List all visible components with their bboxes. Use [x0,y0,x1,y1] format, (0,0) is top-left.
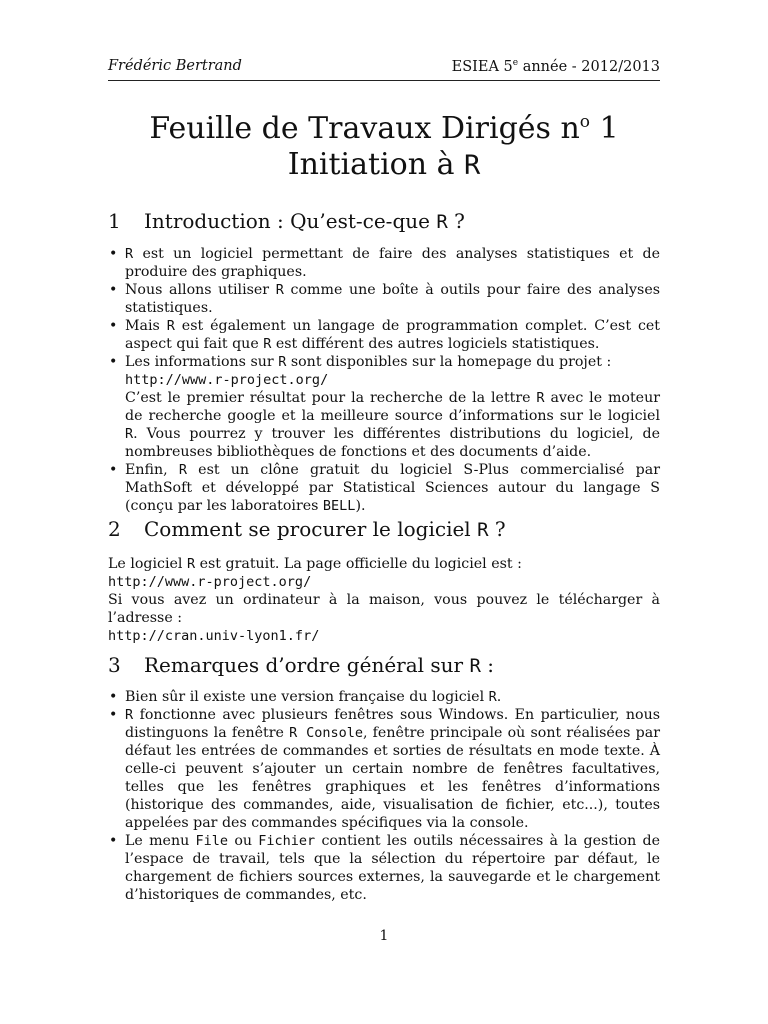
header-rule [108,80,660,81]
section-3-title: 3 Remarques d’ordre général sur R : [108,653,495,677]
section-1-list [108,245,660,515]
list-item: • Bien sûr il existe une version française du logiciel R. [109,689,502,705]
document-title [108,104,660,184]
list-item: • R est un logiciel permettant de faire des analyses statistiques et de produire des graphiques. [109,246,660,280]
list-item: • Les informations sur R sont disponibles sur la homepage du projet : http://www.r-project.org/ C’est le premier résultat pour la recherche de la lettre R avec le moteur de recherche google et la meilleure source d’informations sur le logiciel R. Vous pourrez y trouver les différentes distributions du logiciel, de nombreuses bibliothèques de fonctions et des documents d’aide. [109,354,660,460]
list-item: • R fonctionne avec plusieurs fenêtres sous Windows. En particulier, nous distinguons la fenêtre R Console, fenêtre principale où sont réalisées par défaut les entrées de commandes et sorties de résultats en mode texte. À celle-ci peuvent s’ajouter un certain nombre de fenêtres facultatives, telles que les fenêtres graphiques et les fenêtres d’informations (historique des commandes, aide, visualisation de fichier, etc...), toutes appelées par des commandes spécifiques via la console. [109,707,660,831]
header-course: ESIEA 5e année - 2012/2013 [451,58,660,75]
list-item: • Nous allons utiliser R comme une boîte à outils pour faire des analyses statistiques. [109,282,660,316]
list-item: • Enfin, R est un clône gratuit du logiciel S-Plus commercialisé par MathSoft et développé par Statistical Sciences autour du langage S (conçu par les laboratoires BELL). [109,462,660,514]
bullet-icon: • [109,833,118,849]
list-item: • Le menu File ou Fichier contient les outils nécessaires à la gestion de l’espace de travail, tels que la sélection du répertoire par défaut, le chargement de fichiers sources externes, la sauvegarde et le chargement d’historiques de commandes, etc. [109,833,660,903]
list-item: • Mais R est également un langage de programmation complet. C’est cet aspect qui fait que R est différent des autres logiciels statistiques. [109,318,660,352]
header-author: Frédéric Bertrand [108,58,242,74]
section-3-list [108,688,660,904]
title-line-2: Initiation à R [287,147,481,182]
official-page-link[interactable]: http://www.r-project.org/ [108,574,312,590]
project-url-link[interactable]: http://www.r-project.org/ [125,372,329,388]
bullet-icon: • [109,689,118,705]
bullet-icon: • [109,354,118,370]
bullet-icon: • [109,707,118,723]
bullet-icon: • [109,462,118,478]
section-2-title: 2 Comment se procurer le logiciel R ? [108,517,506,541]
bullet-icon: • [109,282,118,298]
page-number: 1 [379,928,389,944]
cran-mirror-link[interactable]: http://cran.univ-lyon1.fr/ [108,628,320,644]
title-line-1: Feuille de Travaux Dirigés $n^o$ 1 [149,111,619,146]
running-header [108,58,660,76]
section-1-title: 1 Introduction : Qu’est-ce-que R ? [108,209,465,233]
section-2-paragraph: Le logiciel R est gratuit. La page officielle du logiciel est : http://www.r-project.org/ Si vous avez un ordinateur à la maison, vous pouvez le télécharger à l’adresse : http://cran.univ-lyon1.fr/ [108,556,660,644]
document-page [108,0,660,1024]
bullet-icon: • [109,246,118,262]
bullet-icon: • [109,318,118,334]
